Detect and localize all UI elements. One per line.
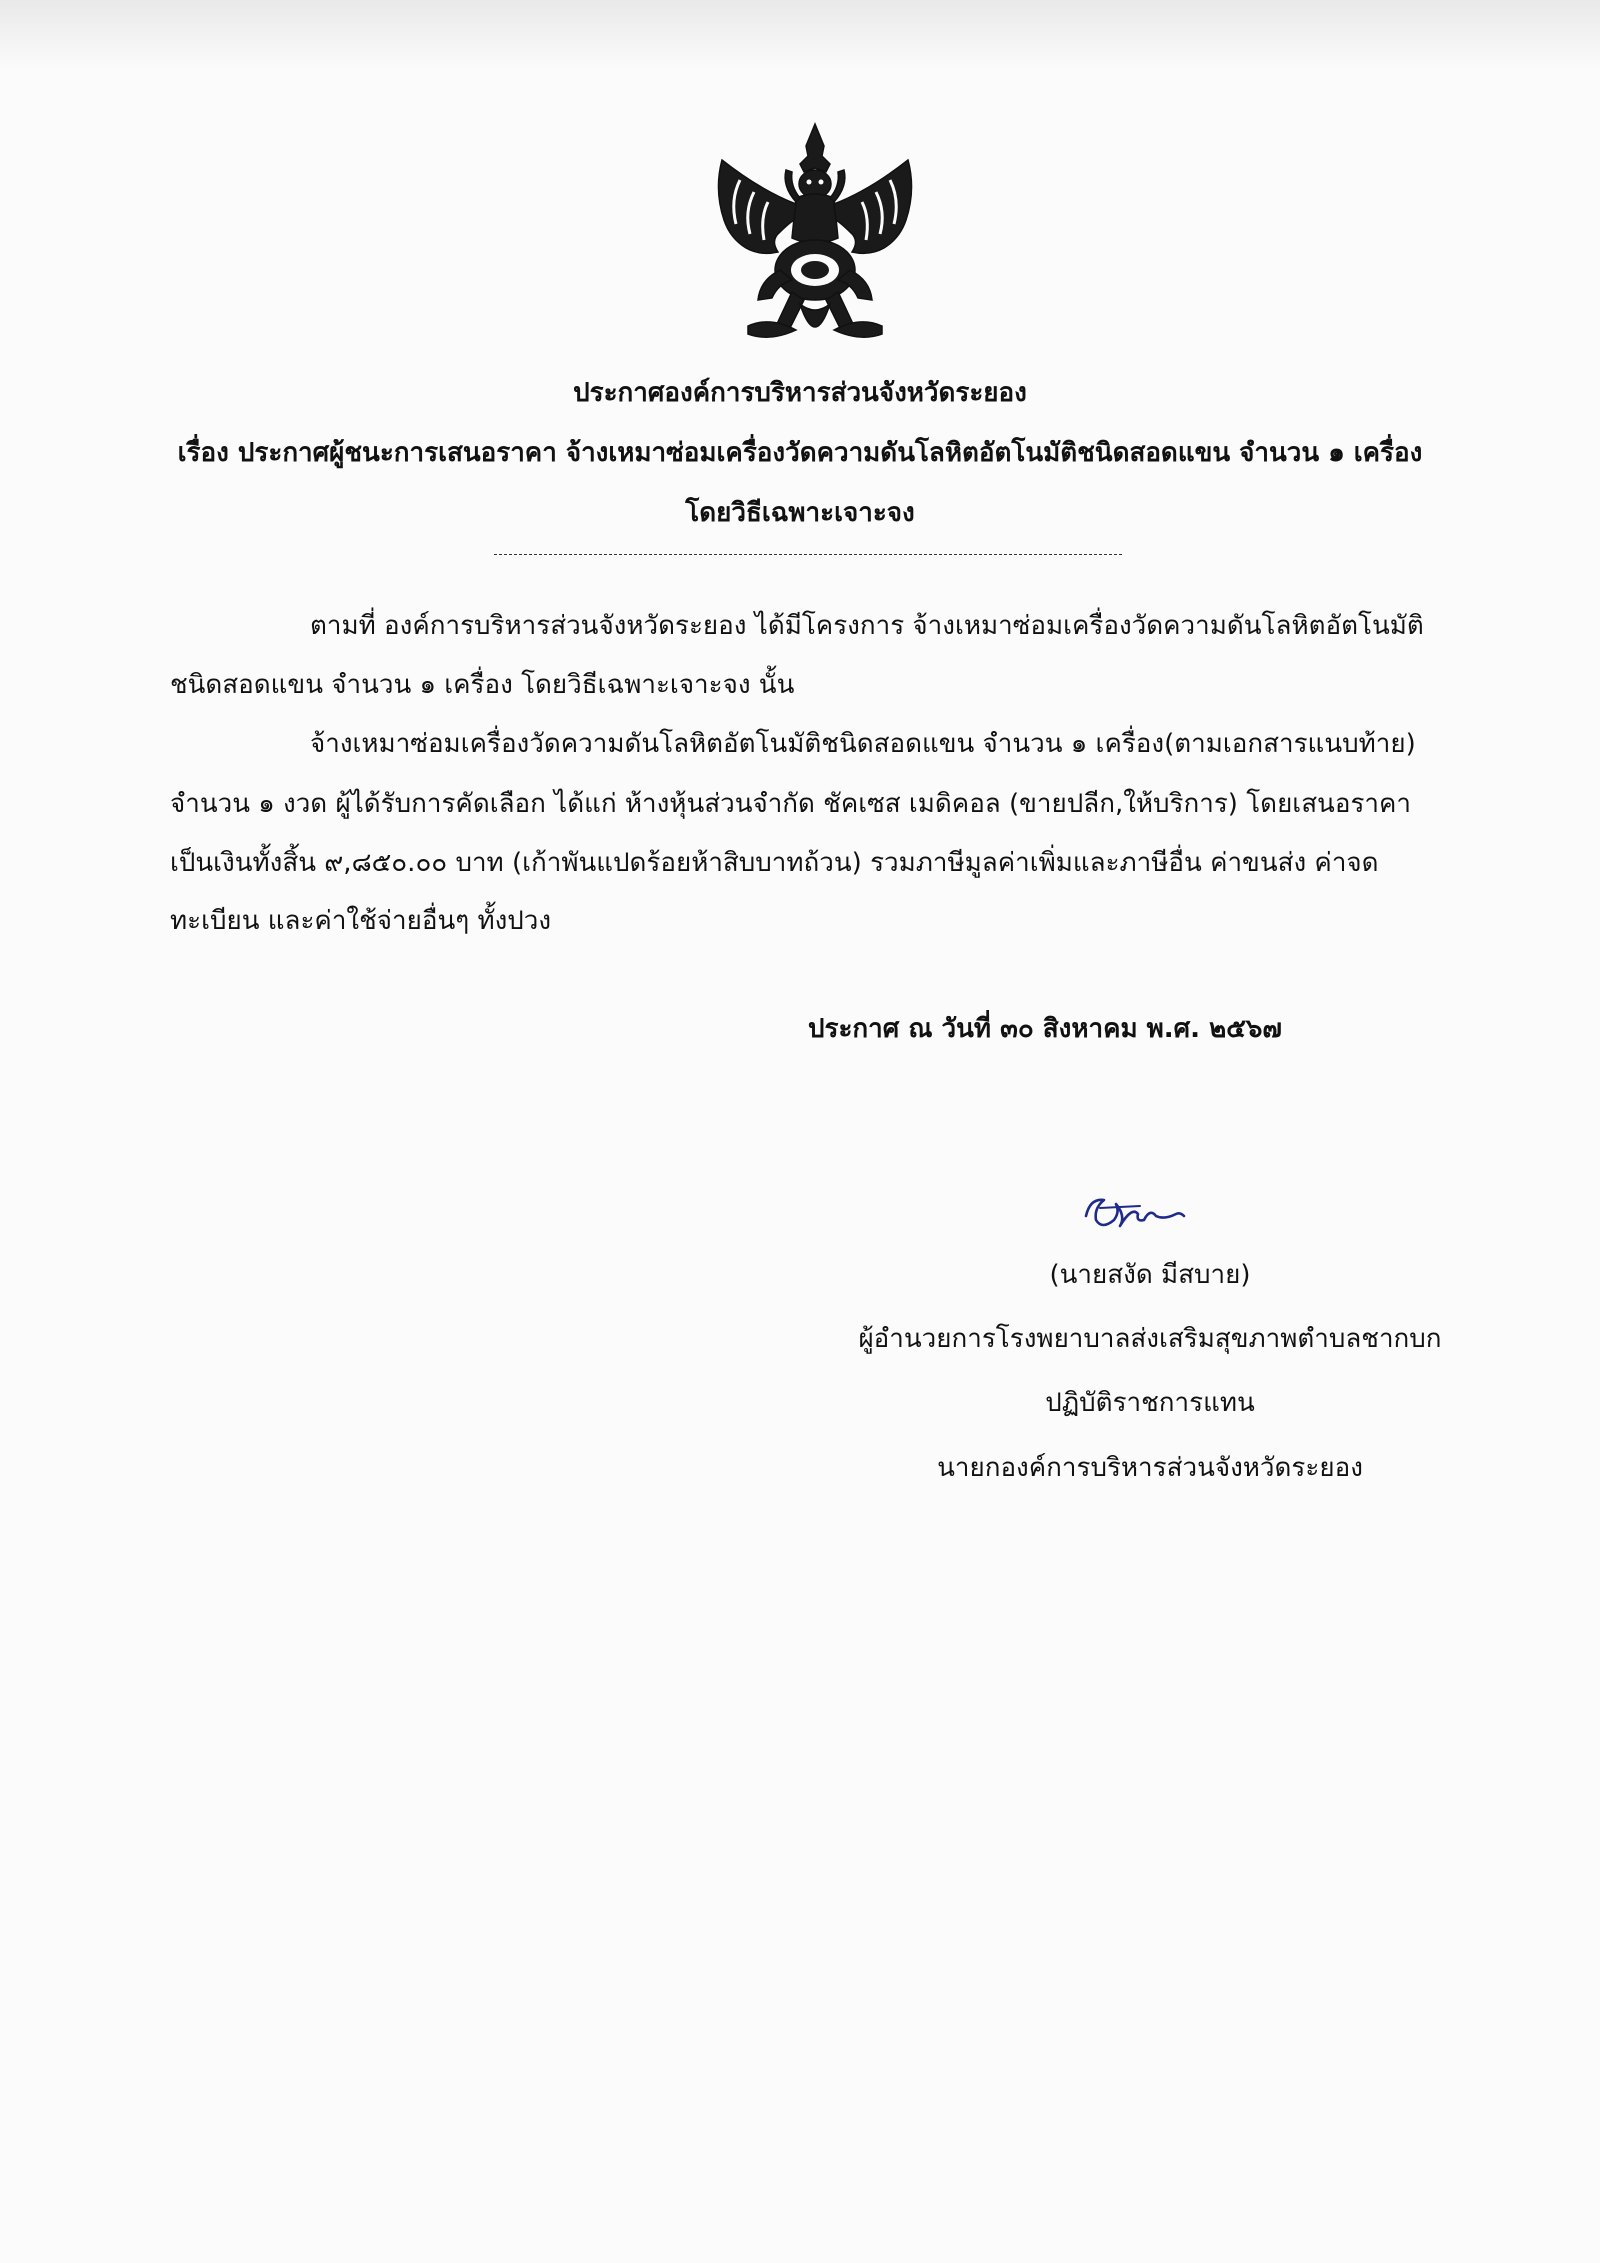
body-paragraph2-line1: จ้างเหมาซ่อมเครื่องวัดความดันโลหิตอัตโนมัติชนิดสอดแขน จำนวน ๑ เครื่อง(ตามเอกสารแนบท้าย) [310,729,1416,759]
body-paragraph2-line2: จำนวน ๑ งวด ผู้ได้รับการคัดเลือก ได้แก่ ห้างหุ้นส่วนจำกัด ชัคเซส เมดิคอล (ขายปลีก,ให้บริการ) โดยเสนอราคา [170,789,1412,819]
handwritten-signature [1080,1186,1190,1236]
scan-shadow [0,0,1600,70]
procurement-method: โดยวิธีเฉพาะเจาะจง [685,498,915,528]
signatory-name: (นายสงัด มีสบาย) [1049,1260,1251,1290]
signatory-acting: ปฏิบัติราชการแทน [1045,1388,1255,1418]
title-divider [494,554,1122,555]
body-paragraph1-line1: ตามที่ องค์การบริหารส่วนจังหวัดระยอง ได้มีโครงการ จ้างเหมาซ่อมเครื่องวัดความดันโลหิตอัตโนมัติ [310,611,1424,641]
signatory-position: ผู้อำนวยการโรงพยาบาลส่งเสริมสุขภาพตำบลชากบก [858,1324,1442,1354]
signatory-on-behalf: นายกองค์การบริหารส่วนจังหวัดระยอง [937,1453,1363,1483]
body-paragraph2-line4: ทะเบียน และค่าใช้จ่ายอื่นๆ ทั้งปวง [170,906,552,936]
announcement-date: ประกาศ ณ วันที่ ๓๐ สิงหาคม พ.ศ. ๒๕๖๗ [808,1014,1282,1044]
announcement-title: ประกาศองค์การบริหารส่วนจังหวัดระยอง [573,378,1027,408]
body-paragraph1-line2: ชนิดสอดแขน จำนวน ๑ เครื่อง โดยวิธีเฉพาะเจาะจง นั้น [170,670,795,700]
announcement-subject: เรื่อง ประกาศผู้ชนะการเสนอราคา จ้างเหมาซ่อมเครื่องวัดความดันโลหิตอัตโนมัติชนิดสอดแขน จำนวน ๑ เครื่อง [177,438,1423,468]
body-paragraph2-line3: เป็นเงินทั้งสิ้น ๙,๘๕๐.๐๐ บาท (เก้าพันแปดร้อยห้าสิบบาทถ้วน) รวมภาษีมูลค่าเพิ่มและภาษีอื่น ค่าขนส่ง ค่าจด [170,848,1379,878]
garuda-emblem-icon [700,120,930,360]
